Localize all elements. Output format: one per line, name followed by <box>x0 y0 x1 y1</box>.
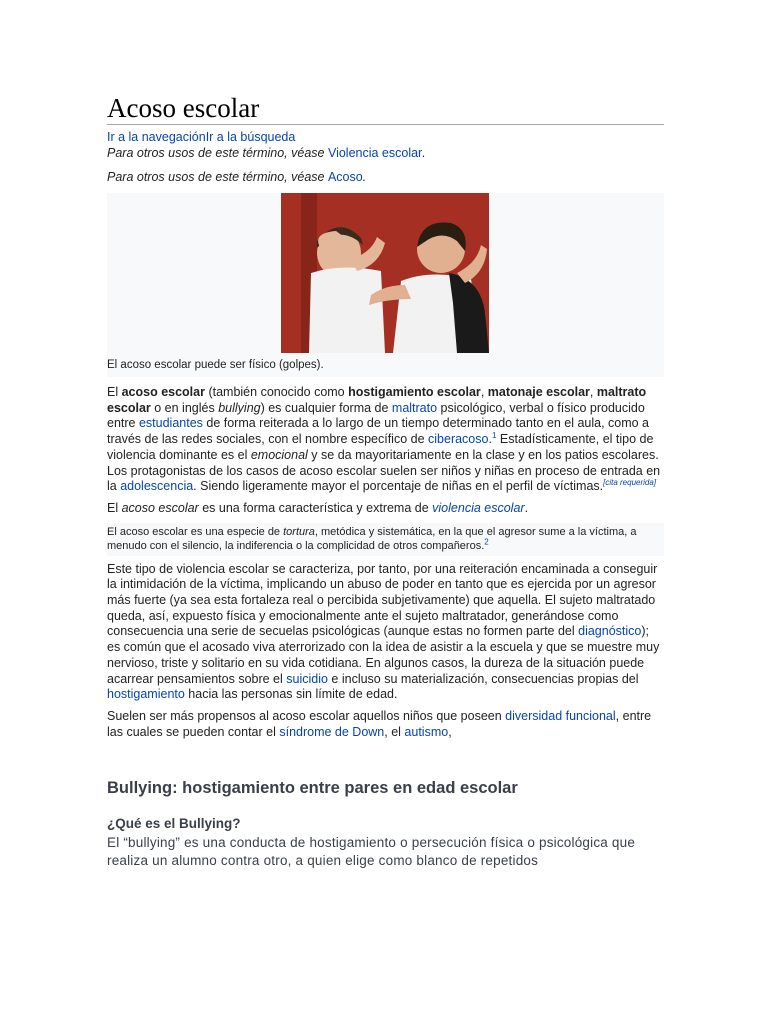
link-ciberacoso[interactable]: ciberacoso <box>428 432 489 447</box>
go-to-navigation-link[interactable]: Ir a la navegación <box>107 130 206 144</box>
link-violencia-escolar[interactable]: violencia escolar <box>432 500 525 515</box>
hatnote-violencia: Para otros usos de este término, véase Violencia escolar. <box>107 146 426 160</box>
reference-2[interactable]: 2 <box>484 537 489 547</box>
link-autismo[interactable]: autismo <box>404 724 449 739</box>
paragraph-propensos: Suelen ser más propensos al acoso escolar aquellos niños que poseen diversidad funcional, entre las cuales se pueden contar el síndrome de Down, el autismo, <box>107 708 652 739</box>
link-suicidio[interactable]: suicidio <box>286 671 328 686</box>
figure-caption: El acoso escolar puede ser físico (golpes). <box>107 359 324 371</box>
link-adolescencia[interactable]: adolescencia <box>120 479 194 494</box>
link-estudiantes[interactable]: estudiantes <box>138 416 203 431</box>
go-to-search-link[interactable]: Ir a la búsqueda <box>205 130 296 144</box>
reference-1[interactable]: 1 <box>491 430 497 440</box>
link-hostigamiento[interactable]: hostigamiento <box>107 687 185 702</box>
citation-needed-link[interactable]: [cita requerida] <box>603 478 657 488</box>
figure-thumbnail <box>107 193 664 377</box>
section-text: El “bullying” es una conducta de hostigamiento o persecución física o psicológica que realiza un alumno contra otro, a quien elige como blanco de repetidos <box>107 835 636 869</box>
hatnote-link-violencia-escolar[interactable]: Violencia escolar <box>327 146 423 160</box>
blockquote: El acoso escolar es una especie de tortura, metódica y sistemática, en la que el agresor sume a la víctima, a menudo con el silencio, la indiferencia o la complicidad de otros compañeros.$^2$ <box>107 523 664 556</box>
paragraph-violencia: El acoso escolar es una forma característica y extrema de violencia escolar. <box>107 500 529 515</box>
link-maltrato[interactable]: maltrato <box>391 400 438 415</box>
victim-shirt <box>309 267 385 353</box>
link-sindrome-de-down[interactable]: síndrome de Down <box>279 724 385 739</box>
bullying-photo[interactable] <box>281 193 489 353</box>
bullying-illustration <box>281 193 489 353</box>
hatnote-link-acoso[interactable]: Acoso <box>327 170 363 184</box>
paragraph-caracteristicas: Este tipo de violencia escolar se caracteriza, por tanto, por una reiteración encaminada a conseguir la intimidación de la víctima, implicando un abuso de poder en tanto que es ejercida por un agresor más fuerte (ya sea esta fortaleza real o percibida subjetivamente) que aquella. El sujeto maltratado queda, así, expuesto física y emocionalmente ante el sujeto maltratador, generándose como consecuencia una serie de secuelas psicológicas (aunque estas no formen parte del diagnóstico); es común que el acosado viva aterrorizado con la idea de asistir a la escuela y que se muestre muy nervioso, triste y solitario en su vida cotidiana. En algunos casos, la dureza de la situación puede acarrear pensamientos sobre el suicidio e incluso su materialización, consecuencias propias del hostigamiento hacia las personas sin límite de edad. <box>107 561 660 702</box>
page-title: Acoso escolar <box>107 92 664 125</box>
article <box>107 92 664 870</box>
link-diversidad-funcional[interactable]: diversidad funcional <box>505 708 616 723</box>
section-heading: Bullying: hostigamiento entre pares en edad escolar <box>107 779 518 798</box>
link-diagnostico[interactable]: diagnóstico <box>578 624 642 639</box>
hatnote-acoso: Para otros usos de este término, véase Acoso. <box>107 170 367 184</box>
intro-paragraph: El acoso escolar (también conocido como hostigamiento escolar, matonaje escolar, maltrato escolar o en inglés bullying) es cualquier forma de maltrato psicológico, verbal o físico producido entre estudiantes de forma reiterada a lo largo de un tiempo determinado tanto en el aula, como a través de las redes sociales, con el nombre específico de ciberacoso.$^1$ Estadísticamente, el tipo de violencia dominante es el emocional y se da mayoritariamente en la clase y en los patios escolares. Los protagonistas de los casos de acoso escolar suelen ser niños y niñas en proceso de entrada en la adolescencia. Siendo ligeramente mayor el porcentaje de niñas en el perfil de víctimas.[cita requerida] <box>107 385 661 494</box>
skip-links <box>107 129 664 145</box>
section-subheading: ¿Qué es el Bullying? <box>107 816 241 832</box>
